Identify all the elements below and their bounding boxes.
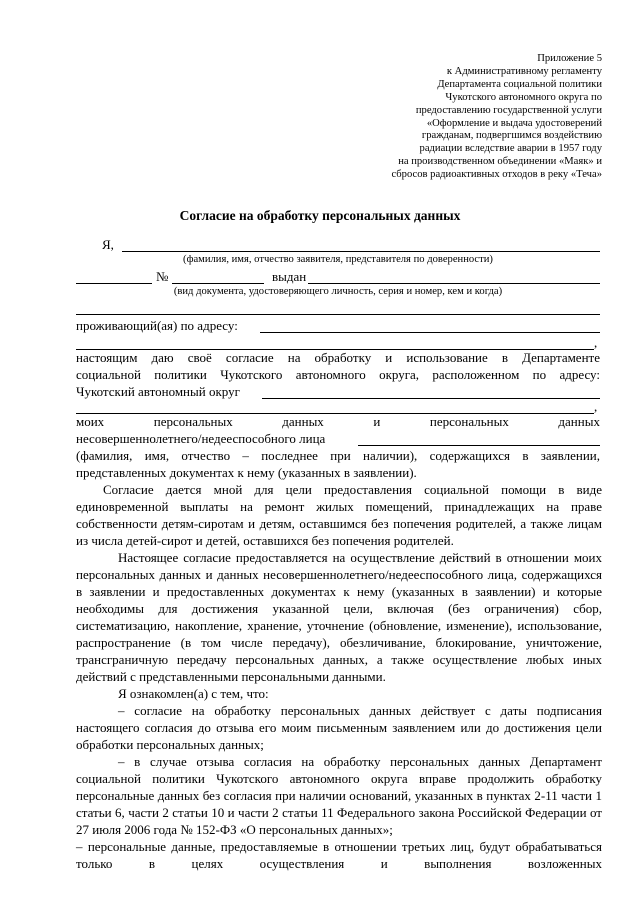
paragraph-acknowledged: Я ознакомлен(а) с тем, что: <box>118 686 269 701</box>
paragraph-term: – согласие на обработку персональных данных действует с даты подписания настоящего согласия до отзыва его моим письменным заявлением или до достижения цели обработки персональных данных; <box>76 703 602 752</box>
appendix-line: к Административному регламенту <box>446 65 602 77</box>
appendix-line: радиации вследствие аварии в 1957 году <box>419 143 602 155</box>
mine-row <box>76 413 600 430</box>
number-sign: № <box>156 269 169 284</box>
mine-word: персональных <box>153 414 233 429</box>
name-field-line[interactable] <box>122 251 600 252</box>
document-title: Согласие на обработку персональных данных <box>179 208 461 223</box>
mine-word: и <box>373 414 381 429</box>
paragraph-revocation: – в случае отзыва согласия на обработку персональных данных Департамент социальной политики Чукотского автономного округа вправе продолжить обработку персональные данных без согласия при наличии оснований, указанных в пунктах 2-11 части 1 статьи 6, части 2 статьи 10 и части 2 статьи 11 Федерального закона Российской Федерации от 27 июля 2006 года № 152-ФЗ «О персональных данных»; <box>76 754 602 837</box>
minor-name-line[interactable] <box>358 445 600 446</box>
comma: , <box>594 399 598 414</box>
issued-label: выдан <box>272 269 307 284</box>
appendix-line: Чукотского автономного округа по <box>445 91 602 103</box>
paragraph-actions: Настоящее согласие предоставляется на осуществление действий в отношении моих персональных данных и данных несовершеннолетнего/недееспособного лица, содержащихся в заявлении и предоставленных документах к нему (указанных в заявлении) и которые необходимы для достижения указанной цели, включая (без ограничения) сбор, систематизацию, накопление, хранение, уточнение (обновление, изменение), использование, распространение (в том числе передачу), обезличивание, блокирование, уничтожение, трансграничную передачу персональных данных, а также осуществление любых иных действий с представленными персональными данными. <box>76 550 602 684</box>
appendix-line: Приложение 5 <box>537 53 602 64</box>
appendix-line: предоставлению государственной услуги <box>415 104 602 116</box>
appendix-line: Департамента социальной политики <box>437 78 602 90</box>
minor-label: несовершеннолетнего/недееспособного лица <box>76 431 326 446</box>
mine-word: моих <box>76 414 105 429</box>
appendix-line: на производственном объединении «Маяк» и <box>398 156 602 168</box>
name-row <box>76 236 600 253</box>
region-label: Чукотский автономный округ <box>76 384 240 399</box>
fio-line-1: (фамилия, имя, отчество – последнее при наличии), содержащихся в заявлении, <box>76 448 600 463</box>
issued-by-line[interactable] <box>308 283 600 284</box>
fio-line-2: представленных документах к нему (указанных в заявлении). <box>76 465 417 480</box>
consent-line-1: настоящим даю своё согласие на обработку и использование в Департаменте <box>76 350 600 365</box>
mine-word: данных <box>282 414 324 429</box>
paragraph-third-parties: – персональные данные, предоставляемые в отношении третьих лиц, будут обрабатываться только в целях осуществления и выполнения возложенных <box>76 839 602 871</box>
mine-word: данных <box>558 414 600 429</box>
doc-series-line[interactable] <box>76 283 152 284</box>
consent-line-2: социальной политики Чукотского автономного округа, расположенном по адресу: <box>76 367 600 382</box>
appendix-line: сбросов радиоактивных отходов в реку «Теча» <box>391 169 602 181</box>
address-line[interactable] <box>260 332 600 333</box>
document-row <box>76 268 600 285</box>
extra-line[interactable] <box>76 314 600 315</box>
appendix-line: «Оформление и выдача удостоверений <box>426 117 602 129</box>
appendix-line: гражданам, подвергшимся воздействию <box>421 130 602 142</box>
mine-word: персональных <box>429 414 509 429</box>
doc-number-line[interactable] <box>172 283 264 284</box>
ya-label: Я, <box>102 237 114 252</box>
address-row <box>76 317 600 334</box>
residing-label: проживающий(ая) по адресу: <box>76 318 238 333</box>
comma: , <box>594 335 598 350</box>
minor-row <box>76 430 600 447</box>
name-caption: (фамилия, имя, отчество заявителя, представителя по доверенности) <box>183 254 493 265</box>
consent-body <box>76 481 602 872</box>
appendix-block <box>302 53 602 182</box>
paragraph-purpose: Согласие дается мной для цели предоставления социальной помощи в виде единовременной выплаты на ремонт жилых помещений, принадлежащих на праве собственности детям-сиротам и детям, оставшимся без попечения родителей, а также лицам из числа детей-сирот и детей, оставшихся без попечения родителей. <box>76 482 602 548</box>
document-caption: (вид документа, удостоверяющего личность, серия и номер, кем и когда) <box>173 286 503 297</box>
